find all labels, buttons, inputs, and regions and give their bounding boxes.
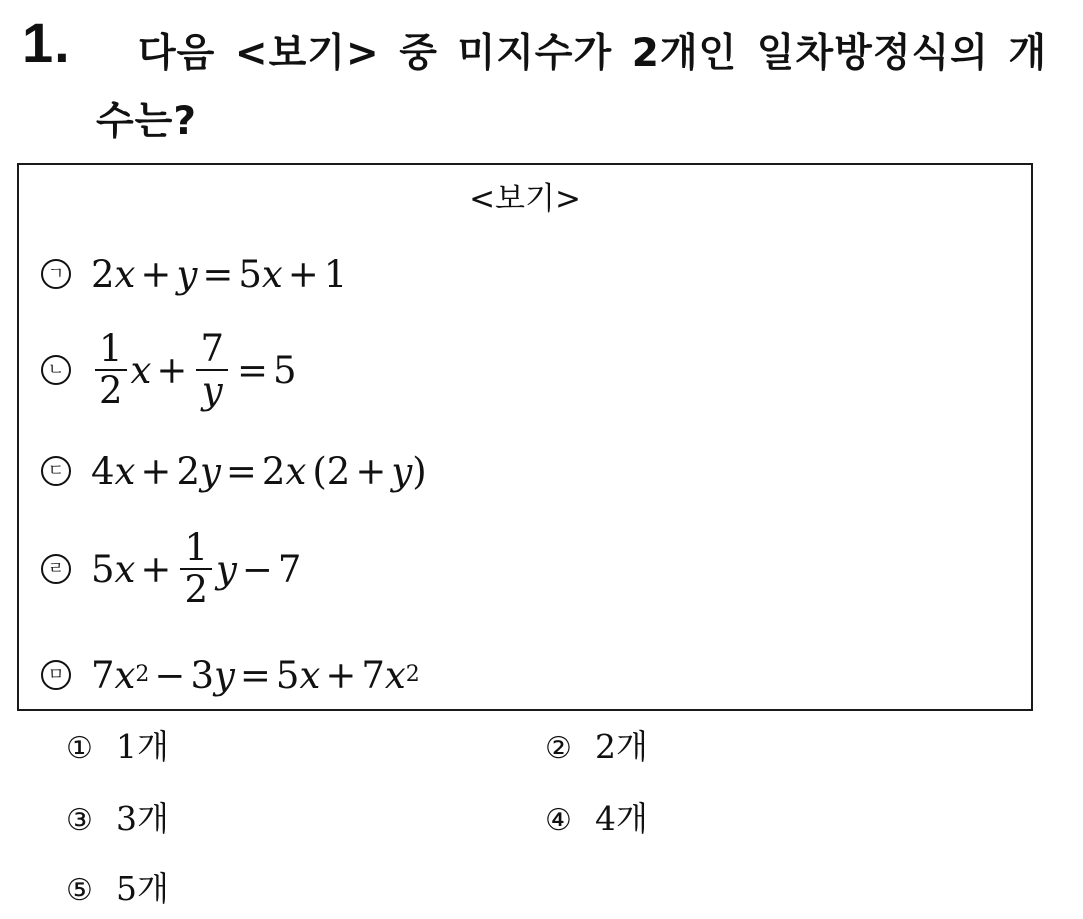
term: 5 — [275, 653, 300, 697]
variable: y — [176, 252, 198, 296]
term: 7 — [277, 547, 302, 591]
variable: x — [114, 653, 136, 697]
term: 1 — [323, 252, 348, 296]
denominator: 2 — [99, 369, 123, 412]
operator: = — [225, 449, 257, 493]
variable: x — [114, 547, 136, 591]
equation — [91, 253, 347, 296]
expression — [91, 528, 301, 610]
choice-label: 1개 — [116, 727, 169, 766]
term: 7 — [91, 653, 115, 697]
operator: + — [140, 449, 172, 493]
operator: + — [355, 449, 387, 493]
operator: = — [236, 348, 268, 392]
choice-1[interactable] — [66, 724, 169, 772]
operator: − — [241, 547, 273, 591]
denominator: y — [201, 369, 223, 412]
variable: y — [215, 547, 237, 591]
choice-label: 3개 — [116, 799, 169, 838]
bogi-item-1 — [41, 234, 347, 314]
circled-marker: ㄷ — [41, 456, 71, 486]
term: 7 — [361, 653, 385, 697]
circled-marker: ㄴ — [41, 355, 71, 385]
bogi-item-3 — [41, 431, 427, 511]
choice-number: ② — [545, 731, 572, 766]
variable: x — [114, 449, 136, 493]
term: 2 — [176, 449, 200, 493]
term: 3 — [190, 653, 214, 697]
term: 2 — [261, 449, 286, 493]
choice-number: ③ — [66, 803, 93, 838]
term: 5 — [273, 348, 297, 392]
denominator: 2 — [184, 568, 208, 611]
bogi-item-2 — [41, 327, 297, 412]
circled-marker: ㄹ — [41, 554, 71, 584]
choice-3[interactable] — [66, 796, 169, 844]
operator: + — [156, 348, 188, 392]
question-text: 다음 <보기> 중 미지수가 2개인 일차방정식의 개수는? — [96, 31, 1048, 144]
term: 4 — [91, 449, 115, 493]
circled-marker: ㄱ — [41, 259, 71, 289]
choice-2[interactable] — [545, 724, 648, 772]
term: 5 — [91, 547, 115, 591]
bogi-title: <보기> — [469, 181, 581, 217]
term: 5 — [238, 252, 262, 296]
variable: x — [261, 252, 283, 296]
choice-label: 2개 — [595, 727, 648, 766]
choice-number: ⑤ — [66, 873, 93, 908]
equation: 7 x 2 − 3 y = 5 x + 7 x 2 — [91, 653, 420, 697]
variable: x — [384, 653, 406, 697]
operator: = — [202, 252, 234, 296]
operator: + — [140, 252, 172, 296]
numerator: 7 — [196, 329, 228, 371]
choice-number: ① — [66, 731, 93, 766]
equation — [91, 329, 297, 411]
operator: + — [140, 547, 172, 591]
numerator: 1 — [180, 528, 212, 570]
bogi-item-5 — [41, 635, 420, 715]
fraction — [180, 528, 212, 610]
variable: x — [114, 252, 136, 296]
variable: y — [213, 653, 235, 697]
variable: x — [285, 449, 307, 493]
choice-label: 5개 — [116, 869, 169, 908]
choice-4[interactable] — [545, 796, 648, 844]
operator: + — [325, 653, 357, 697]
bogi-box — [17, 163, 1033, 711]
choice-label: 4개 — [595, 799, 648, 838]
bogi-item-4 — [41, 526, 302, 611]
fraction — [196, 329, 228, 411]
operator: − — [154, 653, 186, 697]
numerator: 1 — [95, 329, 127, 371]
choice-number: ④ — [545, 803, 572, 838]
term: 2 — [91, 252, 115, 296]
variable: x — [130, 348, 152, 392]
operator: + — [287, 252, 319, 296]
operator: = — [239, 653, 271, 697]
variable: y — [199, 449, 221, 493]
choice-5[interactable] — [66, 866, 169, 914]
paren: ( — [312, 449, 327, 493]
question-number: 1. — [22, 11, 71, 74]
variable: x — [299, 653, 321, 697]
term: 2 — [326, 449, 351, 493]
circled-marker: ㅁ — [41, 660, 71, 690]
fraction — [95, 329, 127, 411]
paren: ) — [412, 449, 427, 493]
variable: y — [391, 449, 413, 493]
equation — [91, 450, 427, 493]
